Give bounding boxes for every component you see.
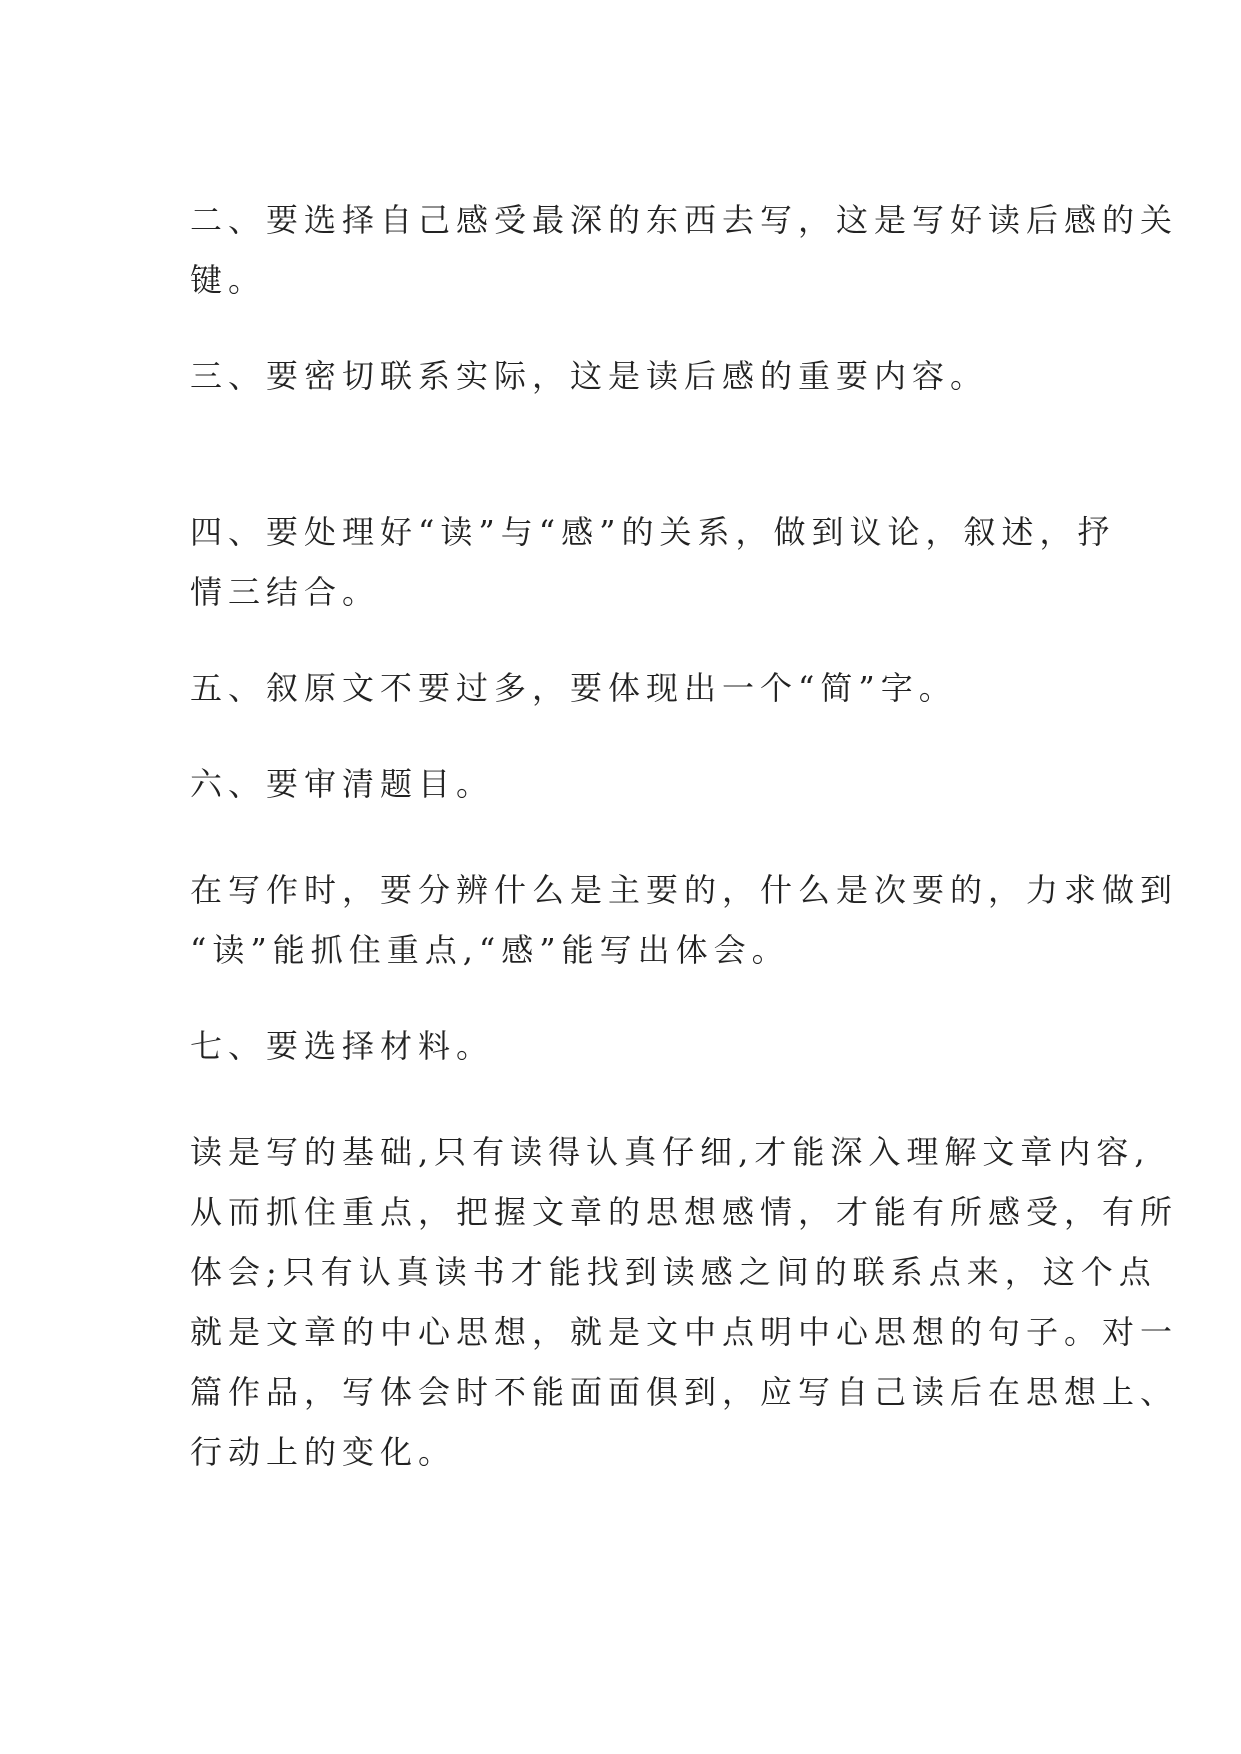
text-line: “读”能抓住重点,“感”能写出体会。 (190, 931, 790, 969)
text-line: 读是写的基础,只有读得认真仔细,才能深入理解文章内容, (190, 1133, 1151, 1171)
text-line: 在写作时，要分辨什么是主要的，什么是次要的，力求做到 (190, 871, 1179, 909)
paragraph-item-3 (190, 346, 1070, 406)
text-line: 体会;只有认真读书才能找到读感之间的联系点来，这个点 (190, 1253, 1157, 1291)
paragraph-item-6 (190, 754, 1070, 814)
text-line: 二、要选择自己感受最深的东西去写，这是写好读后感的关 (190, 201, 1179, 239)
text-line: 六、要审清题目。 (190, 765, 495, 803)
text-line: 四、要处理好“读”与“感”的关系，做到议论，叙述，抒 (190, 513, 1116, 551)
text-line: 键。 (190, 261, 267, 299)
paragraph-item-7-detail (190, 1122, 1179, 1482)
paragraph-item-6-detail (190, 860, 1179, 980)
text-line: 行动上的变化。 (190, 1433, 457, 1471)
text-line: 情三结合。 (190, 573, 381, 611)
paragraph-item-7 (190, 1016, 1070, 1076)
text-line: 五、叙原文不要过多，要体现出一个“简”字。 (190, 669, 957, 707)
paragraph-item-4 (190, 502, 1116, 622)
paragraph-item-5 (190, 658, 1070, 718)
text-line: 篇作品，写体会时不能面面俱到，应写自己读后在思想上、 (190, 1373, 1179, 1411)
text-line: 三、要密切联系实际，这是读后感的重要内容。 (190, 357, 989, 395)
text-line: 从而抓住重点，把握文章的思想感情，才能有所感受，有所 (190, 1193, 1179, 1231)
text-line: 七、要选择材料。 (190, 1027, 495, 1065)
text-line: 就是文章的中心思想，就是文中点明中心思想的句子。对一 (190, 1313, 1179, 1351)
paragraph-item-2 (190, 190, 1179, 310)
